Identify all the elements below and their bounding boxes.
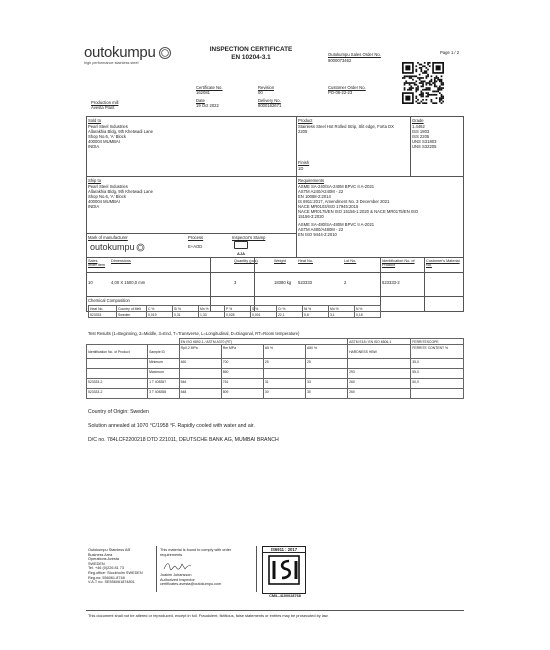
chem-value: 0,001 xyxy=(251,312,277,318)
test-cell: 25 xyxy=(263,359,305,369)
address-line: Allarakhia Bldg, 9th Khetwadi Lane xyxy=(88,189,153,194)
test-cell: Minimum xyxy=(148,359,180,369)
address-line: INDIA xyxy=(88,144,100,149)
order-header-weight: Weight xyxy=(274,259,286,263)
inspector-stamp-label: Inspector's Stamp xyxy=(232,235,266,240)
manufacturer-mark-wordmark: outokumpu xyxy=(90,242,135,252)
test-cell: 35,0 xyxy=(411,359,464,369)
test-row xyxy=(87,369,464,379)
requirement-line: ASME SA-480/SA-480M BPVC II A-2021 xyxy=(298,222,375,227)
test-cell: 55,0 xyxy=(411,369,464,379)
grade-line: UNS S31803 xyxy=(412,139,437,144)
address-line: 400004 MUMBAI xyxy=(88,139,120,144)
order-header-lot: Lot No. xyxy=(344,259,357,263)
test-cell: 523333-2 xyxy=(87,379,148,389)
signatory-role: Authorized Inspector xyxy=(160,577,195,582)
test-cell xyxy=(263,369,305,379)
test-cell: 31 xyxy=(263,379,305,389)
product-label: Product xyxy=(298,118,313,123)
test-cell: 460 xyxy=(179,359,221,369)
test-cell: 260 xyxy=(348,389,411,399)
chem-header: Si % xyxy=(173,306,199,312)
sales-order-label: Outokumpu Sales Order No. xyxy=(328,52,381,57)
test-group-tensile: EN ISO 6892-1 / ASTM A370 (RT) xyxy=(179,339,347,345)
test-header: Identification No. of Product xyxy=(87,345,148,359)
date-value: 19 Oct 2022 xyxy=(196,103,219,108)
annealing-note: Solution annealed at 1070 °C/1958 °F. Rapidly cooled with water and air. xyxy=(88,423,255,429)
requirement-line: EN ISO 9444-2:2010 xyxy=(298,232,337,237)
grade-label: Grade xyxy=(412,118,424,123)
chem-header: P % xyxy=(225,306,251,312)
inspector-stamp xyxy=(234,241,248,256)
test-header: A50 % xyxy=(305,345,347,359)
address-line: Pearl Steel Industries xyxy=(88,124,128,129)
test-row xyxy=(87,389,464,399)
test-cell: 700 xyxy=(221,359,263,369)
finish-label: Finish xyxy=(298,160,310,165)
test-results-table xyxy=(86,338,464,399)
order-header-identification: Identification No. of Product xyxy=(382,259,415,268)
chem-value: 1,33 xyxy=(199,312,225,318)
chem-value: 523333 xyxy=(89,312,117,318)
chem-header: Cr % xyxy=(277,306,303,312)
order-header-sales-item: Sales order item xyxy=(88,259,106,268)
conformity-statement xyxy=(160,548,231,557)
order-cell-heat: 523333 xyxy=(298,280,312,285)
logo-ring-icon xyxy=(158,46,172,60)
chem-header: C % xyxy=(147,306,173,312)
test-cell: 260 xyxy=(348,379,411,389)
certificate-no-value: 162081 xyxy=(196,90,210,95)
logo-wordmark: outokumpu xyxy=(84,44,156,61)
production-mill-label: Production mill xyxy=(91,100,119,105)
requirement-line: IS 6911:2017, Amendment No. 3 December 2021 xyxy=(298,199,390,204)
cml-number: CM/L-4100028768 xyxy=(269,594,301,598)
test-results-title: Test Results (1=Beginning, 2=Middle, 3=End, T=Transverse, L=Longitudinal, D=Diagonal, RT=Room temperature) xyxy=(88,331,300,336)
chemical-table xyxy=(88,305,381,318)
chem-value: 5,8 xyxy=(303,312,329,318)
certificate-no-label: Certificate No. xyxy=(196,85,223,90)
test-header-row xyxy=(87,345,464,359)
notes xyxy=(88,409,279,443)
signatory-email: certificates.avesta@outokumpu.com xyxy=(160,582,222,587)
test-row xyxy=(87,379,464,389)
ship-to-label: Ship to xyxy=(88,178,102,183)
chem-header: Ni % xyxy=(303,306,329,312)
process-value: E+AOD xyxy=(188,244,203,249)
chem-value: 3,1 xyxy=(329,312,355,318)
chem-value: 22,1 xyxy=(277,312,303,318)
address-line: Shop No.6, 'A' Block xyxy=(88,194,126,199)
test-cell: 25 xyxy=(305,359,347,369)
company-line: Business Area xyxy=(88,552,113,557)
company-line: V.A.T no: SE556061874801 xyxy=(88,580,135,585)
page-number: Page 1 / 2 xyxy=(440,50,460,55)
test-cell: 33 xyxy=(305,379,347,389)
signatory-block xyxy=(160,573,221,587)
test-cell: 293 xyxy=(348,369,411,379)
inspector-signature xyxy=(162,560,192,572)
chemical-title: Chemical Composition xyxy=(88,298,130,303)
finish-value: 1D xyxy=(298,166,304,171)
test-header: A5 % xyxy=(263,345,305,359)
requirement-line: NACE MR0103/ISO 17945:2015 xyxy=(298,204,359,209)
outokumpu-logo xyxy=(84,44,172,66)
order-cell-lot: 2 xyxy=(344,280,347,285)
requirement-line: ASME SA-240/SA-240M BPVC II A-2021 xyxy=(298,184,375,189)
revision-value: 00 xyxy=(258,90,263,95)
order-cell-weight: 18380 kg xyxy=(274,280,292,285)
order-cell-sales-item: 10 xyxy=(88,280,93,285)
country-of-origin: Country of Origin: Sweden xyxy=(88,409,149,415)
order-cell-identification: 523333-2 xyxy=(382,280,400,285)
order-table xyxy=(86,258,464,288)
production-mill-value: Avesta Plant xyxy=(91,105,115,110)
chem-header: N % xyxy=(355,306,381,312)
requirement-line: NACE MR0175/EN ISO 15156-1:2020 & NACE MR0175/EN ISO xyxy=(298,209,419,214)
test-cell: 761 xyxy=(221,379,263,389)
title-line-1: INSPECTION CERTIFICATE xyxy=(209,46,293,53)
sales-order-value: 9000073462 xyxy=(328,58,352,63)
grade-line: UNS S32205 xyxy=(412,144,437,149)
test-cell: 3 T 408358 xyxy=(148,389,180,399)
grade-line: 1.4462 xyxy=(412,124,425,129)
signatory-name: Joakim Johansson xyxy=(160,573,192,577)
requirements-label: Requirements xyxy=(298,178,325,183)
order-cell-quantity: 3 xyxy=(234,280,237,285)
chem-value: Sweden xyxy=(117,312,147,318)
chemical-value-row xyxy=(89,312,381,318)
test-cell: 850 xyxy=(221,369,263,379)
chem-value: 0,019 xyxy=(147,312,173,318)
isi-standard-label: IS6911 : 2017 xyxy=(263,547,305,553)
company-line: Outokumpu Stainless AB xyxy=(88,548,130,552)
grade-line: ISS 1803 xyxy=(412,129,430,134)
test-cell: Maximum xyxy=(148,369,180,379)
test-header: Rm MPa xyxy=(221,345,263,359)
order-header-quantity: Quantity (pcs) xyxy=(234,259,258,263)
test-cell: 523333-2 xyxy=(87,389,148,399)
test-header: HARDNESS HBW xyxy=(348,345,411,359)
test-row xyxy=(87,359,464,369)
customer-order-label: Customer Order No. xyxy=(328,85,366,90)
order-header-heat: Heat No. xyxy=(298,259,313,263)
address-line: 400004 MUMBAI xyxy=(88,199,120,204)
test-cell: 50,0 xyxy=(411,379,464,389)
test-cell: 30 xyxy=(263,389,305,399)
customer-order-value: PO-06-22-23 xyxy=(328,90,353,95)
isi-logo-icon xyxy=(263,553,305,587)
test-cell: 30 xyxy=(305,389,347,399)
requirement-line: EN 10088-2:2014 xyxy=(298,194,331,199)
logo-tagline: high performance stainless steel xyxy=(84,61,139,65)
isi-mark xyxy=(262,546,306,594)
test-header: Sample ID xyxy=(148,345,180,359)
address-line: Pearl Steel Industries xyxy=(88,184,128,189)
chem-header: Heat No. xyxy=(89,306,117,312)
test-cell xyxy=(87,359,148,369)
delivery-no-label: Delivery No. xyxy=(258,98,281,103)
delivery-no-value: 8000162671 xyxy=(258,103,282,108)
mark-of-manufacturer-label: Mark of manufacturer xyxy=(88,235,128,240)
company-line: Operations Avesta xyxy=(88,557,119,562)
chem-header: Country of Melt xyxy=(117,306,147,312)
sold-to-label: Sold to xyxy=(88,118,102,123)
test-cell: 1 T 408357 xyxy=(148,379,180,389)
qr-code xyxy=(402,62,444,104)
chem-value: 0,028 xyxy=(225,312,251,318)
test-header: Rp0.2 MPa xyxy=(179,345,221,359)
order-header-customer-material: Customer's Material No. xyxy=(426,259,460,268)
requirement-line: 15156-3:2020 xyxy=(298,214,324,219)
chem-value: 0,18 xyxy=(355,312,381,318)
test-group-hardness: ASTM E18 / EN ISO 6506-1 xyxy=(348,339,411,345)
requirement-line: ASTM A480/A480M - 22 xyxy=(298,227,344,232)
requirements-list xyxy=(298,184,418,237)
address-line: Allarakhia Bldg, 9th Khetwadi Lane xyxy=(88,129,153,134)
inspector-stamp-code: AJA xyxy=(236,251,245,256)
order-header-dimensions: Dimensions xyxy=(111,259,131,263)
process-label: Process xyxy=(188,235,204,240)
manufacturer-mark-logo xyxy=(90,242,145,252)
chem-header: Mn % xyxy=(199,306,225,312)
requirement-line: ASTM A240/A240M - 22 xyxy=(298,189,344,194)
chem-value: 0,31 xyxy=(173,312,199,318)
test-cell: 546 xyxy=(179,379,221,389)
ship-to-address xyxy=(88,184,153,209)
date-label: Date xyxy=(196,98,205,103)
revision-label: Revision xyxy=(258,85,275,90)
company-line: Reg.no: 556061-8748 xyxy=(88,575,125,580)
certificate-title xyxy=(196,46,306,61)
address-line: INDIA xyxy=(88,204,100,209)
company-line: SWEDEN xyxy=(88,561,105,566)
test-cell xyxy=(411,389,464,399)
test-cell xyxy=(179,369,221,379)
test-group-ferrite: FERRITESCOPE xyxy=(411,339,464,345)
title-line-2: EN 10204-3.1 xyxy=(231,53,271,61)
disclaimer: This document shall not be altered or reproduced, except in full. Fraudulent, fictitious, false statements or entries may be prosecuted by law. xyxy=(88,613,329,618)
chem-header: Mo % xyxy=(329,306,355,312)
test-cell: 548 xyxy=(179,389,221,399)
conformity-line: requirements xyxy=(160,552,183,557)
test-cell: 809 xyxy=(221,389,263,399)
conformity-line: This material is found to comply with order xyxy=(160,548,232,552)
grade-list xyxy=(412,124,436,149)
dc-note: D/C no. 784LCF2200218 DTD 221011, DEUTSCHE BANK AG, MUMBAI BRANCH xyxy=(88,437,279,443)
company-line: Tel. +46 (0)226 81 73 xyxy=(88,566,124,571)
chem-header: S % xyxy=(251,306,277,312)
company-line: Reg.office: Stockholm SWEDEN xyxy=(88,570,143,575)
test-cell xyxy=(305,369,347,379)
sold-to-address xyxy=(88,124,153,149)
test-cell xyxy=(348,359,411,369)
order-cell-dimensions: 4,00 X 1500,0 mm xyxy=(111,280,146,285)
product-description: Stainless Steel Hot Rolled Strip, Slit edge, Forta DX 2205 xyxy=(298,124,394,134)
test-cell xyxy=(87,369,148,379)
company-info xyxy=(88,548,143,585)
test-header: FERRITE CONTENT % xyxy=(411,345,464,359)
address-line: Shop No.6, 'A' Block xyxy=(88,134,126,139)
manufacturer-ring-icon xyxy=(136,243,145,252)
grade-line: ISS 2205 xyxy=(412,134,430,139)
